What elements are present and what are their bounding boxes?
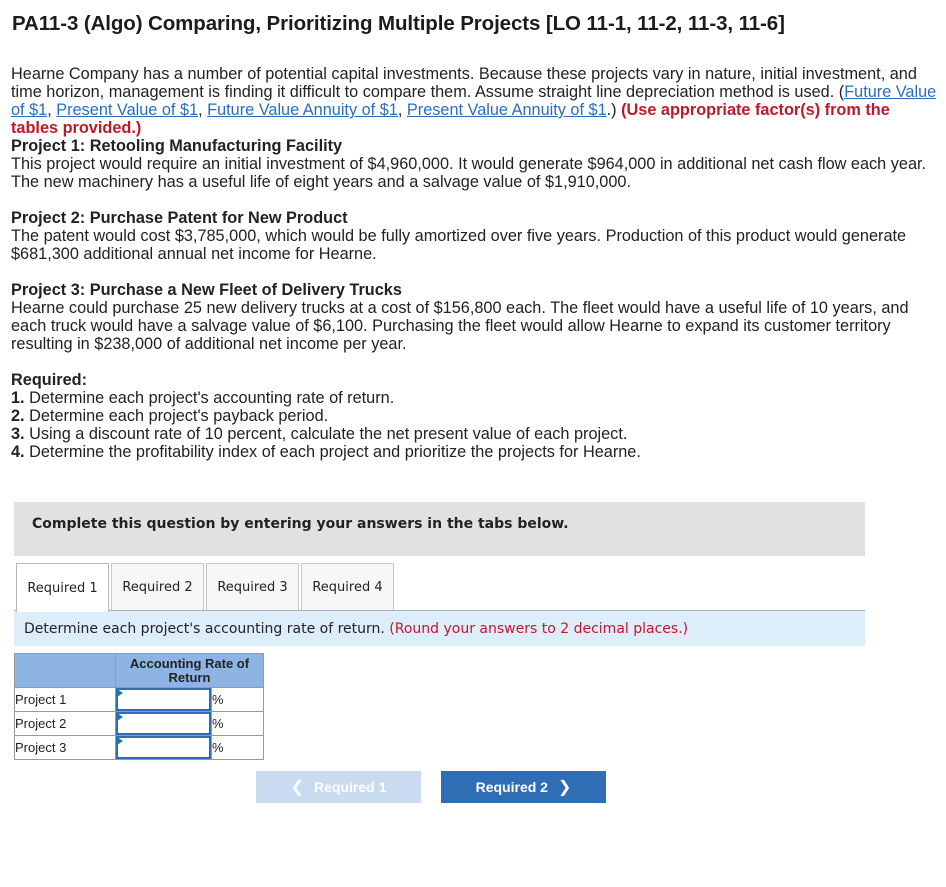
project-2-block <box>11 209 941 263</box>
required-text: Determine the profitability index of each project and prioritize the projects for Hearne. <box>24 443 641 461</box>
required-num: 4. <box>11 443 25 461</box>
intro-paragraph <box>11 65 941 137</box>
next-button[interactable] <box>441 771 606 803</box>
input-marker-icon <box>117 689 123 697</box>
intro-text: Hearne Company has a number of potential capital investments. Because these projects vary in nature, initial investment, and time horizon, management is finding it difficult to compare them. Assume straight line depreciation method is used. ( <box>11 65 917 101</box>
required-text: Using a discount rate of 10 percent, calculate the net present value of each project. <box>24 425 628 443</box>
table-row <box>15 712 264 736</box>
separator: , <box>397 101 407 119</box>
project-1-body: This project would require an initial investment of $4,960,000. It would generate $964,000 in additional net cash flow each year. The new machinery has a useful life of eight years and a salvage value of $1,910,000. <box>11 155 927 191</box>
required-text: Determine each project's payback period. <box>24 407 329 425</box>
answer-cell <box>116 688 212 712</box>
row-label: Project 2 <box>15 712 116 736</box>
chevron-right-icon: ❯ <box>557 779 572 796</box>
unit-label: % <box>212 736 264 760</box>
table-row <box>15 736 264 760</box>
tab-required-3[interactable]: Required 3 <box>206 563 299 611</box>
table-header-row <box>15 654 264 688</box>
required-block <box>11 371 941 461</box>
unit-label: % <box>212 688 264 712</box>
project-2-body: The patent would cost $3,785,000, which would be fully amortized over five years. Production of this product would generate $681,300 additional annual net income for Hearne. <box>11 227 907 263</box>
factor-instruction: (Use appropriate factor(s) from the tables provided.) <box>11 101 890 137</box>
project-3-block <box>11 281 941 353</box>
link-closer: .) <box>606 101 622 119</box>
rounding-instruction: (Round your answers to 2 decimal places.) <box>389 621 689 637</box>
required-item-1 <box>11 389 941 407</box>
project-1-block <box>11 137 941 191</box>
prompt-text: Determine each project's accounting rate of return. <box>24 621 390 637</box>
page-title: PA11-3 (Algo) Comparing, Prioritizing Multiple Projects [LO 11-1, 11-2, 11-3, 11-6] <box>12 12 785 35</box>
blank-header <box>15 654 116 688</box>
project-2-heading: Project 2: Purchase Patent for New Product <box>11 209 348 227</box>
required-num: 1. <box>11 389 25 407</box>
prev-button-label: Required 1 <box>314 779 387 795</box>
link-present-value-1[interactable]: Present Value of $1 <box>56 101 199 119</box>
separator: , <box>47 101 57 119</box>
link-future-value-annuity-1[interactable]: Future Value Annuity of $1 <box>207 101 398 119</box>
project-2-arr-input[interactable] <box>116 712 211 735</box>
accounting-rate-header-text: Accounting Rate of Return <box>129 655 250 685</box>
banner-text: Complete this question by entering your answers in the tabs below. <box>32 516 569 532</box>
table-row <box>15 688 264 712</box>
tab-required-2[interactable]: Required 2 <box>111 563 204 611</box>
answer-table <box>14 653 264 760</box>
link-future-value-1[interactable]: Future Value of $1 <box>11 83 937 119</box>
chevron-left-icon: ❮ <box>290 779 305 796</box>
project-3-heading: Project 3: Purchase a New Fleet of Delivery Trucks <box>11 281 402 299</box>
required-item-2 <box>11 407 941 425</box>
instruction-banner <box>14 502 865 556</box>
project-1-arr-input[interactable] <box>116 688 211 711</box>
accounting-rate-header <box>116 654 264 688</box>
link-present-value-annuity-1[interactable]: Present Value Annuity of $1 <box>406 101 607 119</box>
row-label: Project 3 <box>15 736 116 760</box>
project-3-arr-input[interactable] <box>116 736 211 759</box>
next-button-label: Required 2 <box>475 779 548 795</box>
unit-label: % <box>212 712 264 736</box>
tab-required-1[interactable]: Required 1 <box>16 563 109 612</box>
tab-bar <box>16 563 865 611</box>
answer-cell <box>116 712 212 736</box>
required-num: 3. <box>11 425 25 443</box>
input-marker-icon <box>117 713 123 721</box>
project-3-body: Hearne could purchase 25 new delivery trucks at a cost of $156,800 each. The fleet would have a useful life of 10 years, and each truck would have a salvage value of $6,100. Purchasing the fleet would allow Hearne to expand its customer territory resulting in $238,000 of additional net income per year. <box>11 299 909 353</box>
row-label: Project 1 <box>15 688 116 712</box>
required-num: 2. <box>11 407 25 425</box>
input-marker-icon <box>117 737 123 745</box>
question-prompt <box>14 611 865 646</box>
required-text: Determine each project's accounting rate of return. <box>24 389 395 407</box>
answer-cell <box>116 736 212 760</box>
tab-required-4[interactable]: Required 4 <box>301 563 394 611</box>
prev-button[interactable] <box>256 771 421 803</box>
project-1-heading: Project 1: Retooling Manufacturing Facility <box>11 137 343 155</box>
required-item-4 <box>11 443 941 461</box>
required-heading: Required: <box>11 371 87 389</box>
required-item-3 <box>11 425 941 443</box>
separator: , <box>198 101 208 119</box>
